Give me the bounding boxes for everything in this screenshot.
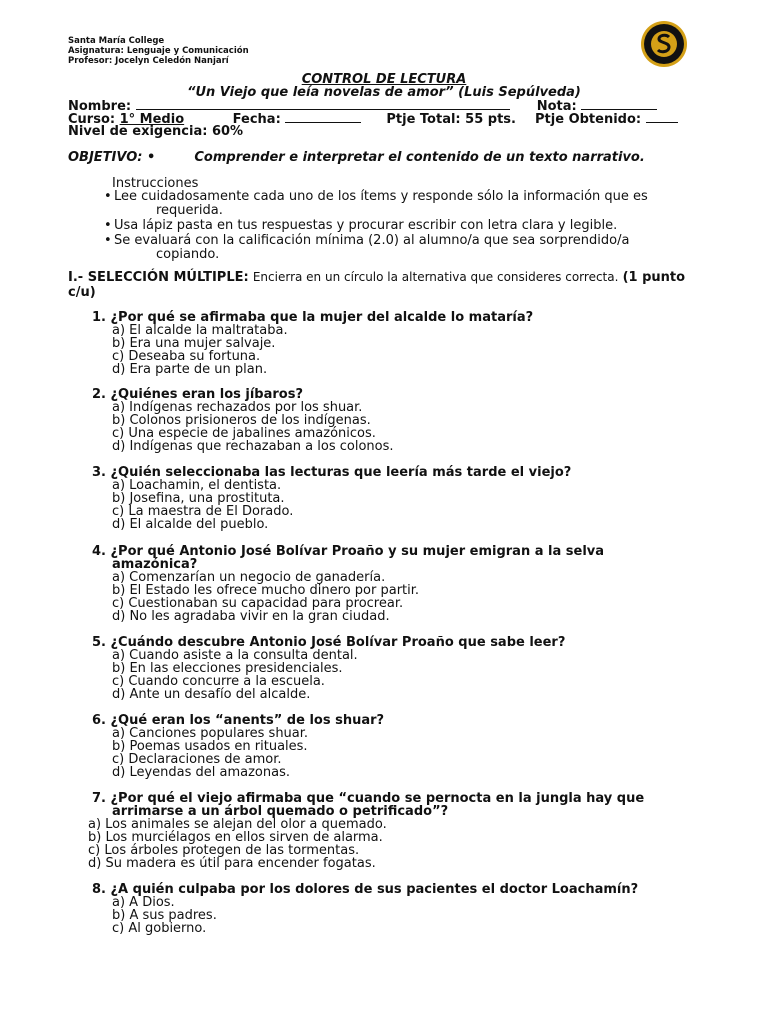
- question-title: 3. ¿Quién seleccionaba las lecturas que leería más tarde el viejo?: [92, 465, 572, 480]
- objective: [68, 150, 645, 165]
- document-subtitle: “Un Viejo que leía novelas de amor” (Luis Sepúlveda): [187, 85, 581, 100]
- instruction-continuation: copiando.: [156, 247, 220, 262]
- section-label: I.- SELECCIÓN MÚLTIPLE:: [68, 270, 249, 285]
- answer-option[interactable]: c) Deseaba su fortuna.: [112, 349, 261, 364]
- answer-option[interactable]: c) Los árboles protegen de las tormentas.: [88, 843, 360, 858]
- instruction-text: Se evaluará con la calificación mínima (2.0) al alumno/a que sea sorprendido/a: [114, 233, 630, 248]
- answer-option[interactable]: b) Los murciélagos en ellos sirven de alarma.: [88, 830, 383, 845]
- nombre-label: Nombre:: [68, 99, 132, 114]
- ptje-total: Ptje Total: 55 pts.: [386, 112, 516, 127]
- question-title: 1. ¿Por qué se afirmaba que la mujer del alcalde lo mataría?: [92, 310, 534, 325]
- answer-option[interactable]: b) A sus padres.: [112, 908, 217, 923]
- question-title: 5. ¿Cuándo descubre Antonio José Bolívar Proaño que sabe leer?: [92, 635, 566, 650]
- instruction-text: Usa lápiz pasta en tus respuestas y procurar escribir con letra clara y legible.: [114, 218, 618, 233]
- instructions-list: [104, 190, 702, 263]
- nota-field[interactable]: [581, 98, 657, 110]
- question-8: [92, 883, 638, 935]
- ptje-obtenido-label: Ptje Obtenido:: [535, 112, 642, 127]
- answer-option[interactable]: a) Los animales se alejan del olor a quemado.: [88, 817, 387, 832]
- ptje-obtenido-field[interactable]: [646, 111, 678, 123]
- school-logo: [640, 20, 688, 68]
- answer-option[interactable]: d) El alcalde del pueblo.: [112, 517, 269, 532]
- answer-option[interactable]: c) Cuestionaban su capacidad para procrear.: [112, 596, 404, 611]
- answer-option[interactable]: b) En las elecciones presidenciales.: [112, 661, 343, 676]
- objective-label: OBJETIVO: •: [68, 150, 156, 165]
- answer-option[interactable]: d) Ante un desafío del alcalde.: [112, 687, 311, 702]
- answer-option[interactable]: b) Colonos prisioneros de los indígenas.: [112, 413, 371, 428]
- instruction-text: Lee cuidadosamente cada uno de los ítems y responde sólo la información que es: [114, 189, 648, 204]
- curso-label: Curso:: [68, 112, 116, 127]
- answer-option[interactable]: c) Declaraciones de amor.: [112, 752, 282, 767]
- teacher-line: Profesor: Jocelyn Celedón Nanjarí: [68, 56, 229, 66]
- answer-option[interactable]: c) Al gobierno.: [112, 921, 207, 936]
- nivel-exigencia: Nivel de exigencia: 60%: [68, 124, 244, 139]
- answer-option[interactable]: a) A Dios.: [112, 895, 175, 910]
- question-4: [92, 545, 604, 623]
- nombre-field[interactable]: [136, 98, 510, 110]
- instructions-title: Instrucciones: [112, 176, 199, 191]
- nota-label: Nota:: [536, 99, 577, 114]
- fecha-label: Fecha:: [232, 112, 281, 127]
- school-name: Santa María College: [68, 36, 165, 46]
- answer-option[interactable]: a) Canciones populares shuar.: [112, 726, 309, 741]
- fecha-field[interactable]: [285, 111, 361, 123]
- school-header: [68, 36, 249, 66]
- question-1: [92, 311, 533, 376]
- question-title: 8. ¿A quién culpaba por los dolores de sus pacientes el doctor Loachamín?: [92, 882, 639, 897]
- question-title: 2. ¿Quiénes eran los jíbaros?: [92, 387, 304, 402]
- answer-option[interactable]: b) Poemas usados en rituales.: [112, 739, 308, 754]
- answer-option[interactable]: b) El Estado les ofrece mucho dinero por partir.: [112, 583, 420, 598]
- question-2: [92, 388, 394, 453]
- question-title-continuation: amazónica?: [112, 557, 198, 572]
- instruction-item: [104, 219, 702, 233]
- instruction-continuation: requerida.: [156, 203, 223, 218]
- answer-option[interactable]: d) Leyendas del amazonas.: [112, 765, 291, 780]
- answer-option[interactable]: a) Cuando asiste a la consulta dental.: [112, 648, 358, 663]
- question-title: 6. ¿Qué eran los “anents” de los shuar?: [92, 713, 385, 728]
- answer-option[interactable]: a) El alcalde la maltrataba.: [112, 323, 288, 338]
- answer-option[interactable]: a) Indígenas rechazados por los shuar.: [112, 400, 363, 415]
- question-3: [92, 466, 571, 531]
- answer-option[interactable]: b) Era una mujer salvaje.: [112, 336, 276, 351]
- section-points: (1 punto c/u): [68, 270, 686, 300]
- answer-option[interactable]: c) Una especie de jabalines amazónicos.: [112, 426, 376, 441]
- question-title-continuation: arrimarse a un árbol quemado o petrificado”?: [112, 804, 449, 819]
- answer-option[interactable]: b) Josefina, una prostituta.: [112, 491, 285, 506]
- instruction-item: [104, 190, 702, 218]
- question-5: [92, 636, 565, 701]
- section-description: Encierra en un círculo la alternativa que consideres correcta.: [252, 270, 619, 284]
- answer-option[interactable]: d) Su madera es útil para encender fogatas.: [88, 856, 376, 871]
- objective-text: Comprender e interpretar el contenido de un texto narrativo.: [194, 150, 645, 165]
- question-title: 7. ¿Por qué el viejo afirmaba que “cuando se pernocta en la jungla hay que: [92, 791, 645, 806]
- answer-option[interactable]: d) No les agradaba vivir en la gran ciudad.: [112, 609, 390, 624]
- section-heading: [68, 270, 702, 300]
- answer-option[interactable]: c) La maestra de El Dorado.: [112, 504, 294, 519]
- instruction-item: [104, 234, 702, 262]
- subject-line: Asignatura: Lenguaje y Comunicación: [68, 46, 249, 56]
- curso-value: 1° Medio: [119, 112, 185, 127]
- document-title: CONTROL DE LECTURA: [301, 72, 467, 87]
- question-6: [92, 714, 384, 779]
- answer-option[interactable]: a) Comenzarían un negocio de ganadería.: [112, 570, 386, 585]
- answer-option[interactable]: d) Indígenas que rechazaban a los colonos.: [112, 439, 394, 454]
- answer-option[interactable]: c) Cuando concurre a la escuela.: [112, 674, 325, 689]
- answer-option[interactable]: d) Era parte de un plan.: [112, 362, 268, 377]
- question-7: [88, 791, 645, 871]
- question-title: 4. ¿Por qué Antonio José Bolívar Proaño y su mujer emigran a la selva: [92, 544, 605, 559]
- answer-option[interactable]: a) Loachamin, el dentista.: [112, 478, 282, 493]
